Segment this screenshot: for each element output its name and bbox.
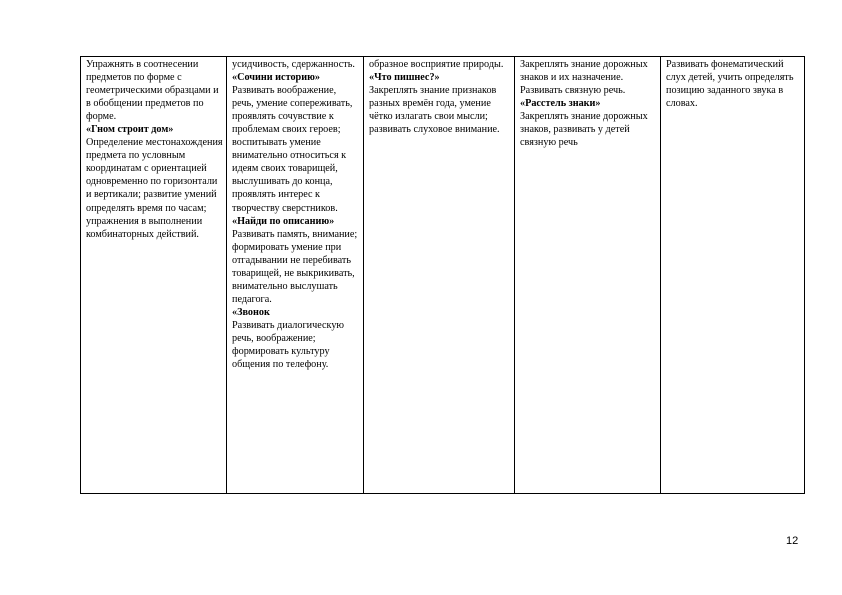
game-title: «Сочини историю» — [232, 72, 320, 84]
table-cell-col-5 — [661, 57, 805, 494]
cell-text: Развивать воображение, речь, умение сопереживать, проявлять сочувствие к проблемам своих героев; воспитывать умение внимательно относиться к идеям своих товарищей, выслушивать до конца, проявлять интерес к творчеству сверстников. — [232, 85, 353, 214]
activities-table — [80, 56, 805, 494]
cell-text: Закреплять знание признаков разных времён года, умение чётко излагать свои мысли; развивать слуховое внимание. — [369, 85, 500, 136]
page-number: 12 — [786, 535, 799, 547]
game-title: «Найди по описанию» — [232, 215, 335, 227]
cell-text: Закреплять знание дорожных знаков и их назначение. Развивать связную речь. — [520, 59, 648, 97]
table-cell-col-2 — [227, 57, 364, 494]
table-cell-col-4 — [515, 57, 661, 494]
cell-text: усидчивость, сдержанность. — [232, 59, 355, 70]
table-cell-col-1 — [81, 57, 227, 494]
game-title: «Звонок — [232, 306, 270, 318]
cell-text: Развивать фонематический слух детей, учить определять позицию заданного звука в словах. — [666, 59, 794, 110]
table-cell-col-3 — [364, 57, 515, 494]
game-title: «Гном строит дом» — [86, 124, 174, 136]
cell-text: Определение местонахождения предмета по условным координатам с ориентацией одновременно по горизонтали и вертикали; развитие умений определять время по часам; упражнения в выполнении комбинаторных действий. — [86, 137, 223, 240]
game-title: «Расстель знаки» — [520, 98, 601, 110]
cell-text: Закреплять знание дорожных знаков, развивать у детей связную речь — [520, 111, 648, 149]
table-row — [81, 57, 805, 494]
cell-text: Упражнять в соотнесении предметов по форме с геометрическими образцами и в обобщении предметов по форме. — [86, 59, 219, 123]
cell-text: Развивать память, внимание; формировать умение при отгадывании не перебивать товарищей, не выкрикивать, внимательно выслушать педагога. — [232, 228, 358, 305]
cell-text: Развивать диалогическую речь, воображение; формировать культуру общения по телефону. — [232, 319, 345, 371]
cell-text: образное восприятие природы. — [369, 59, 504, 70]
game-title: «Что пишнес?» — [369, 72, 440, 84]
